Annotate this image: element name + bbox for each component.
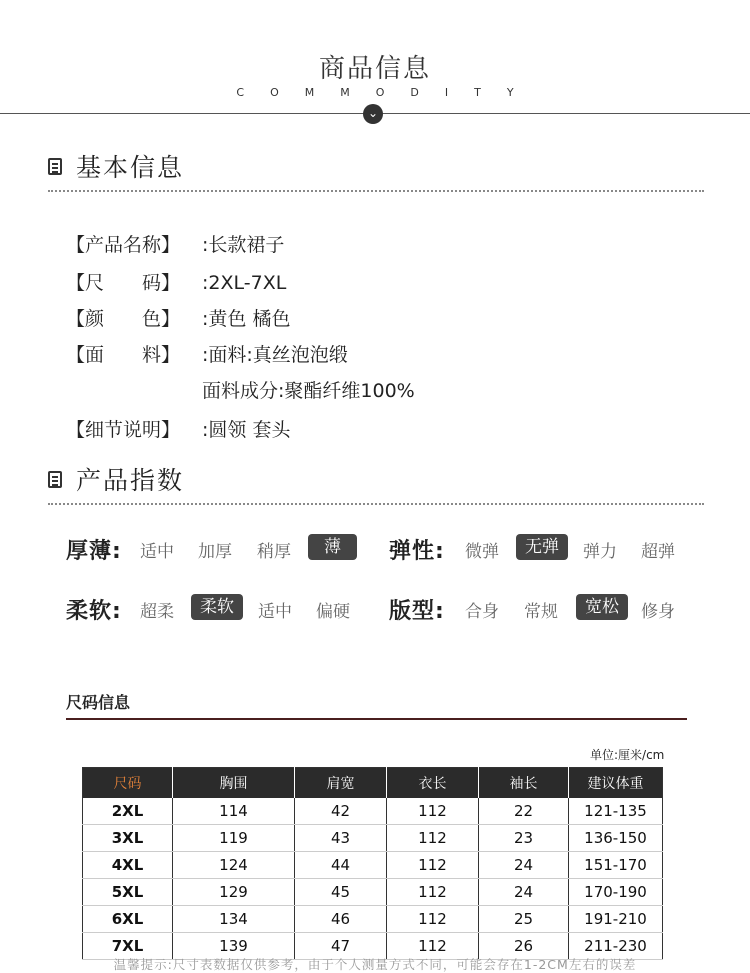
table-cell: 5XL: [83, 879, 173, 906]
table-cell: 42: [295, 798, 387, 825]
footer-note: 温馨提示:尺寸表数据仅供参考，由于个人测量方式不同，可能会存在1-2CM左右的误差: [113, 957, 637, 972]
softness-option: 偏硬: [316, 602, 350, 622]
info-label: 【面 料】: [66, 344, 181, 366]
basic-info-heading: [48, 150, 184, 182]
softness-label: 柔软:: [66, 599, 122, 624]
dotted-divider: [48, 190, 704, 192]
table-cell: 23: [479, 825, 569, 852]
column-header: 袖长: [479, 768, 569, 799]
info-label: 【尺 码】: [66, 272, 181, 294]
table-cell: 119: [173, 825, 295, 852]
product-index-heading-text: 产品指数: [76, 466, 185, 495]
info-value: :长款裙子: [202, 234, 285, 256]
table-cell: 24: [479, 879, 569, 906]
info-label: 【细节说明】: [66, 419, 181, 441]
document-icon: [48, 158, 62, 175]
elasticity-option-selected: 无弹: [516, 534, 568, 560]
fit-option: 合身: [465, 602, 499, 622]
page-title: 商品信息: [318, 54, 431, 84]
table-row: [83, 825, 663, 852]
thickness-option-selected: 薄: [308, 534, 357, 560]
table-cell: 114: [173, 798, 295, 825]
table-cell: 3XL: [83, 825, 173, 852]
table-cell: 7XL: [83, 933, 173, 960]
info-value: :面料:真丝泡泡缎: [202, 344, 348, 366]
info-value: 面料成分:聚酯纤维100%: [202, 380, 415, 402]
elasticity-option: 微弹: [465, 542, 499, 562]
info-row-size: [66, 270, 286, 296]
table-cell: 2XL: [83, 798, 173, 825]
table-row: [83, 906, 663, 933]
fit-option: 修身: [641, 602, 675, 622]
table-cell: 44: [295, 852, 387, 879]
table-cell: 151-170: [569, 852, 663, 879]
size-table: [82, 767, 663, 960]
table-cell: 112: [387, 852, 479, 879]
table-row: [83, 852, 663, 879]
info-label: 【颜 色】: [66, 308, 181, 330]
size-unit: 单位:厘米/cm: [590, 748, 665, 762]
softness-option-selected: 柔软: [191, 594, 243, 620]
elasticity-option: 超弹: [641, 542, 675, 562]
table-cell: 43: [295, 825, 387, 852]
info-row-color: [66, 306, 290, 332]
elasticity-option: 弹力: [583, 542, 617, 562]
table-cell: 112: [387, 825, 479, 852]
table-cell: 134: [173, 906, 295, 933]
document-icon: [48, 471, 62, 488]
info-value: :2XL-7XL: [202, 272, 287, 294]
info-value: :黄色 橘色: [202, 308, 291, 330]
info-row-details: [66, 417, 290, 443]
fit-option-selected: 宽松: [576, 594, 628, 620]
product-index-heading: [48, 463, 184, 495]
info-row-composition: [66, 378, 415, 404]
table-cell: 26: [479, 933, 569, 960]
size-table-header: [83, 768, 663, 799]
thickness-option: 加厚: [198, 542, 232, 562]
table-cell: 112: [387, 906, 479, 933]
info-value: :圆领 套头: [202, 419, 291, 441]
softness-option: 超柔: [140, 602, 174, 622]
info-row-name: [66, 232, 284, 258]
column-header: 建议体重: [569, 768, 663, 799]
table-cell: 6XL: [83, 906, 173, 933]
info-row-fabric: [66, 342, 348, 368]
table-cell: 136-150: [569, 825, 663, 852]
column-header: 胸围: [173, 768, 295, 799]
table-cell: 4XL: [83, 852, 173, 879]
thickness-option: 稍厚: [257, 542, 291, 562]
size-info-divider: [66, 718, 687, 720]
table-cell: 47: [295, 933, 387, 960]
table-cell: 139: [173, 933, 295, 960]
fit-label: 版型:: [389, 599, 445, 624]
info-label: 【产品名称】: [66, 234, 181, 256]
softness-option: 适中: [258, 602, 292, 622]
table-cell: 211-230: [569, 933, 663, 960]
column-header: 尺码: [83, 768, 173, 799]
basic-info-heading-text: 基本信息: [76, 153, 185, 182]
fit-option: 常规: [524, 602, 558, 622]
table-cell: 46: [295, 906, 387, 933]
dotted-divider: [48, 503, 704, 505]
table-cell: 24: [479, 852, 569, 879]
table-cell: 25: [479, 906, 569, 933]
table-row: [83, 879, 663, 906]
table-cell: 191-210: [569, 906, 663, 933]
column-header: 肩宽: [295, 768, 387, 799]
table-cell: 124: [173, 852, 295, 879]
thickness-label: 厚薄:: [66, 539, 122, 564]
table-cell: 112: [387, 879, 479, 906]
table-cell: 45: [295, 879, 387, 906]
table-row: [83, 798, 663, 825]
thickness-option: 适中: [140, 542, 174, 562]
table-cell: 129: [173, 879, 295, 906]
table-cell: 121-135: [569, 798, 663, 825]
elasticity-label: 弹性:: [389, 539, 445, 564]
table-cell: 22: [479, 798, 569, 825]
table-cell: 112: [387, 933, 479, 960]
size-info-title: 尺码信息: [66, 693, 131, 712]
page-subtitle: COMMODITY: [236, 86, 540, 99]
table-cell: 170-190: [569, 879, 663, 906]
table-cell: 112: [387, 798, 479, 825]
column-header: 衣长: [387, 768, 479, 799]
chevron-down-icon: ⌄: [363, 104, 383, 124]
